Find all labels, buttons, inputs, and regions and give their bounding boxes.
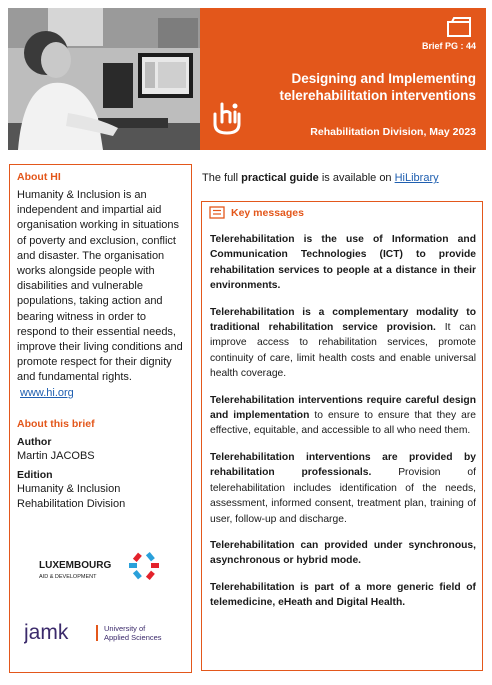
edition-line1: Humanity & Inclusion [17,483,121,496]
jamk-logo-line2: Applied Sciences [104,633,162,642]
brief-code: Brief PG : 44 [421,41,476,51]
key-messages-list [210,232,476,622]
luxembourg-aid-logo [17,549,177,589]
key-message-6: Telerehabilitation is part of a more generic field of telemedicine, eHeath and Digital Health. [210,581,476,609]
page-title-line2: telerehabilitation interventions [279,88,476,103]
key-message-1: Telerehabilitation is the use of Information and Communication Technologies (ICT) to provide rehabilitation services to people at a distance in their environments. [210,234,476,292]
edition-label: Edition [17,469,53,482]
key-message-3: Telerehabilitation interventions require careful design and implementation to ensure to ensure that they are effective, equitable, and accessible to all who need them. [210,394,476,437]
luxembourg-logo-line2: AID & DEVELOPMENT [39,574,97,580]
about-hi-text: Humanity & Inclusion is an independent and impartial aid organisation working in situations of poverty and exclusion, conflict and disaster. The organisation works alongside people with disabilities and vulnerable populations, taking action and bearing witness in order to respond to their essential needs, improve their living conditions and promote respect for their dignity and fundamental rights. [17,189,183,384]
key-messages-title: Key messages [231,206,304,219]
key-message-2: Telerehabilitation is a complementary modality to traditional rehabilitation service provision. It can improve access to rehabilitation services, promote continuity of care, limit health costs and enable universal health coverage. [210,306,477,380]
full-guide-bold: practical guide [241,172,319,184]
jamk-university-logo [24,617,184,647]
about-brief-title: About this brief [17,417,95,430]
luxembourg-pattern-icon [129,552,159,580]
author-label: Author [17,435,52,448]
full-guide-middle: is available on [318,172,395,184]
page-title [236,70,476,104]
hilibrary-link[interactable]: HiLibrary [394,172,439,184]
banner-subtitle: Rehabilitation Division, May 2023 [310,126,476,138]
author-name: Martin JACOBS [17,449,95,462]
header-banner [200,8,486,150]
document-lines-icon [209,206,225,219]
document-brief-icon [446,16,472,38]
clinician-at-computer-photo [8,8,200,150]
key-message-4: Telerehabilitation interventions are provided by rehabilitation professionals. Provision of telerehabilitation includes identification of the needs, assessment, informed consent, treatment plan, training of user, follow-up and discharge. [210,451,476,525]
header-photo [8,8,200,150]
key-messages-header [209,206,304,219]
page-title-line1: Designing and Implementing [291,71,476,86]
full-guide-prefix: The full [202,172,242,184]
key-message-5: Telerehabilitation can provided under synchronous, asynchronous or hybrid mode. [210,539,476,567]
jamk-wordmark: jamk [24,621,69,644]
edition-line2: Rehabilitation Division [17,497,126,510]
full-guide-note [202,172,439,184]
about-hi-title: About HI [17,171,61,183]
luxembourg-logo-line1: LUXEMBOURG [39,560,112,571]
hi-website-link[interactable]: www.hi.org [20,386,74,399]
hi-hand-logo-icon [210,100,244,136]
jamk-logo-line1: University of [104,624,146,633]
left-sidebar [9,164,192,673]
key-messages-box [201,201,483,671]
